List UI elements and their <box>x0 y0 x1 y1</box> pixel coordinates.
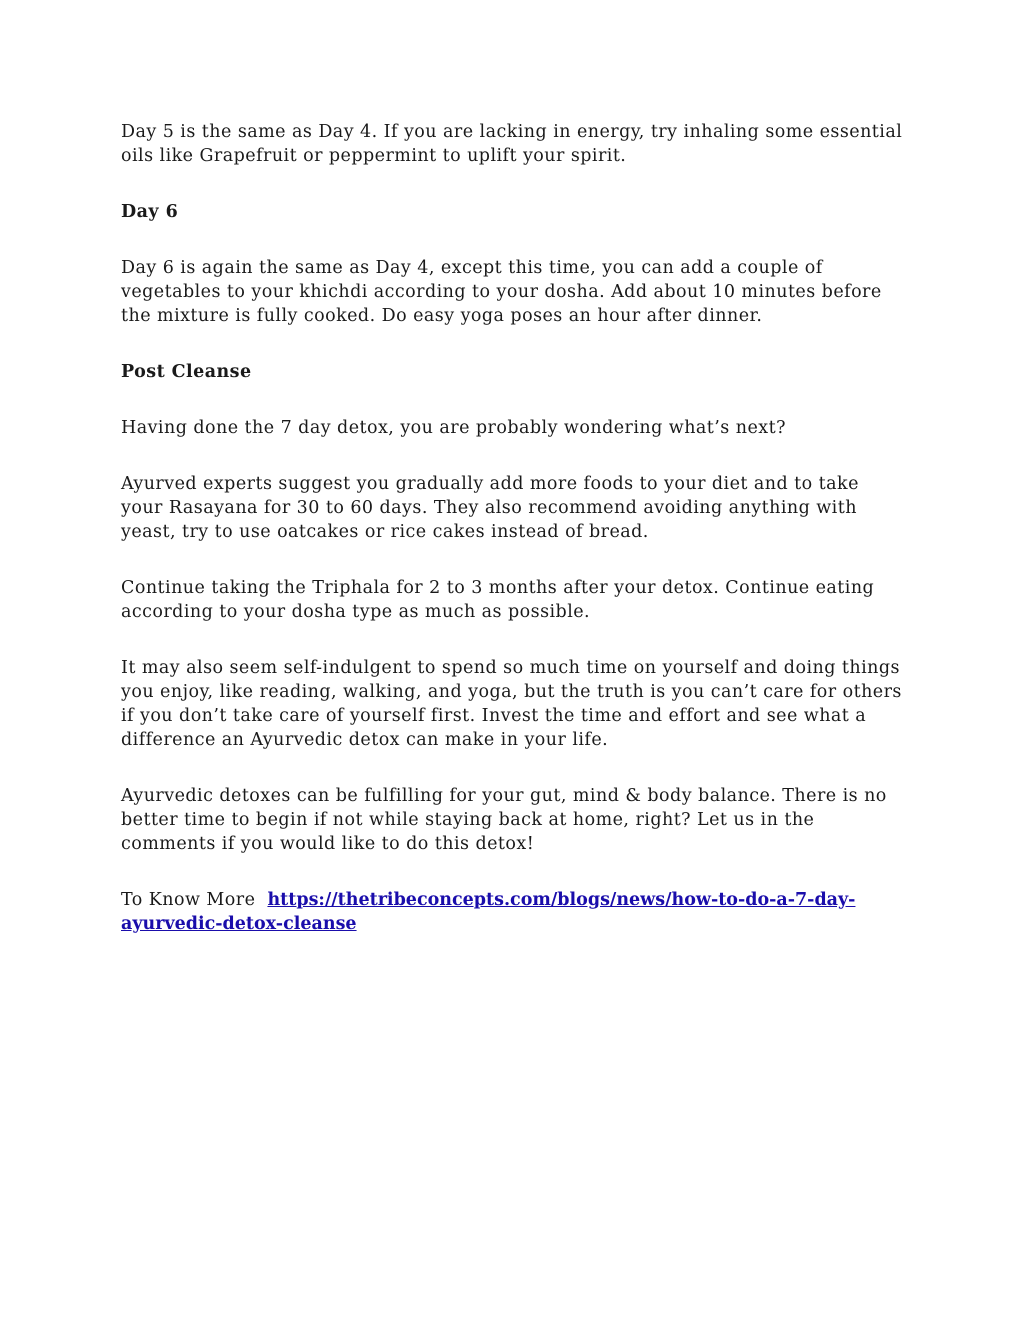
fulfilling-paragraph: Ayurvedic detoxes can be fulfilling for your gut, mind & body balance. There is no better time to begin if not while staying back at home, right? Let us in the comments if you would like to do this detox! <box>121 786 887 854</box>
know-more-line <box>121 888 906 936</box>
know-more-label: To Know More <box>121 890 256 910</box>
self-care-paragraph: It may also seem self-indulgent to spend so much time on yourself and doing things you enjoy, like reading, walking, and yoga, but the truth is you can’t care for others if you don’t take care of yourself first. Invest the time and effort and see what a difference an Ayurvedic detox can make in your life. <box>121 658 902 750</box>
document-page <box>121 120 906 936</box>
day6-heading: Day 6 <box>121 202 179 222</box>
post-cleanse-intro: Having done the 7 day detox, you are probably wondering what’s next? <box>121 418 786 438</box>
day6-paragraph: Day 6 is again the same as Day 4, except this time, you can add a couple of vegetables to your khichdi according to your dosha. Add about 10 minutes before the mixture is fully cooked. Do easy yoga poses an hour after dinner. <box>121 258 882 326</box>
day5-paragraph: Day 5 is the same as Day 4. If you are lacking in energy, try inhaling some essential oils like Grapefruit or peppermint to uplift your spirit. <box>121 122 903 166</box>
post-cleanse-heading: Post Cleanse <box>121 362 252 382</box>
article-link[interactable]: https://thetribeconcepts.com/blogs/news/how-to-do-a-7-day-ayurvedic-detox-cleanse <box>121 890 856 934</box>
triphala-paragraph: Continue taking the Triphala for 2 to 3 months after your detox. Continue eating according to your dosha type as much as possible. <box>121 578 875 622</box>
ayurved-experts-paragraph: Ayurved experts suggest you gradually add more foods to your diet and to take your Rasayana for 30 to 60 days. They also recommend avoiding anything with yeast, try to use oatcakes or rice cakes instead of bread. <box>121 474 859 542</box>
